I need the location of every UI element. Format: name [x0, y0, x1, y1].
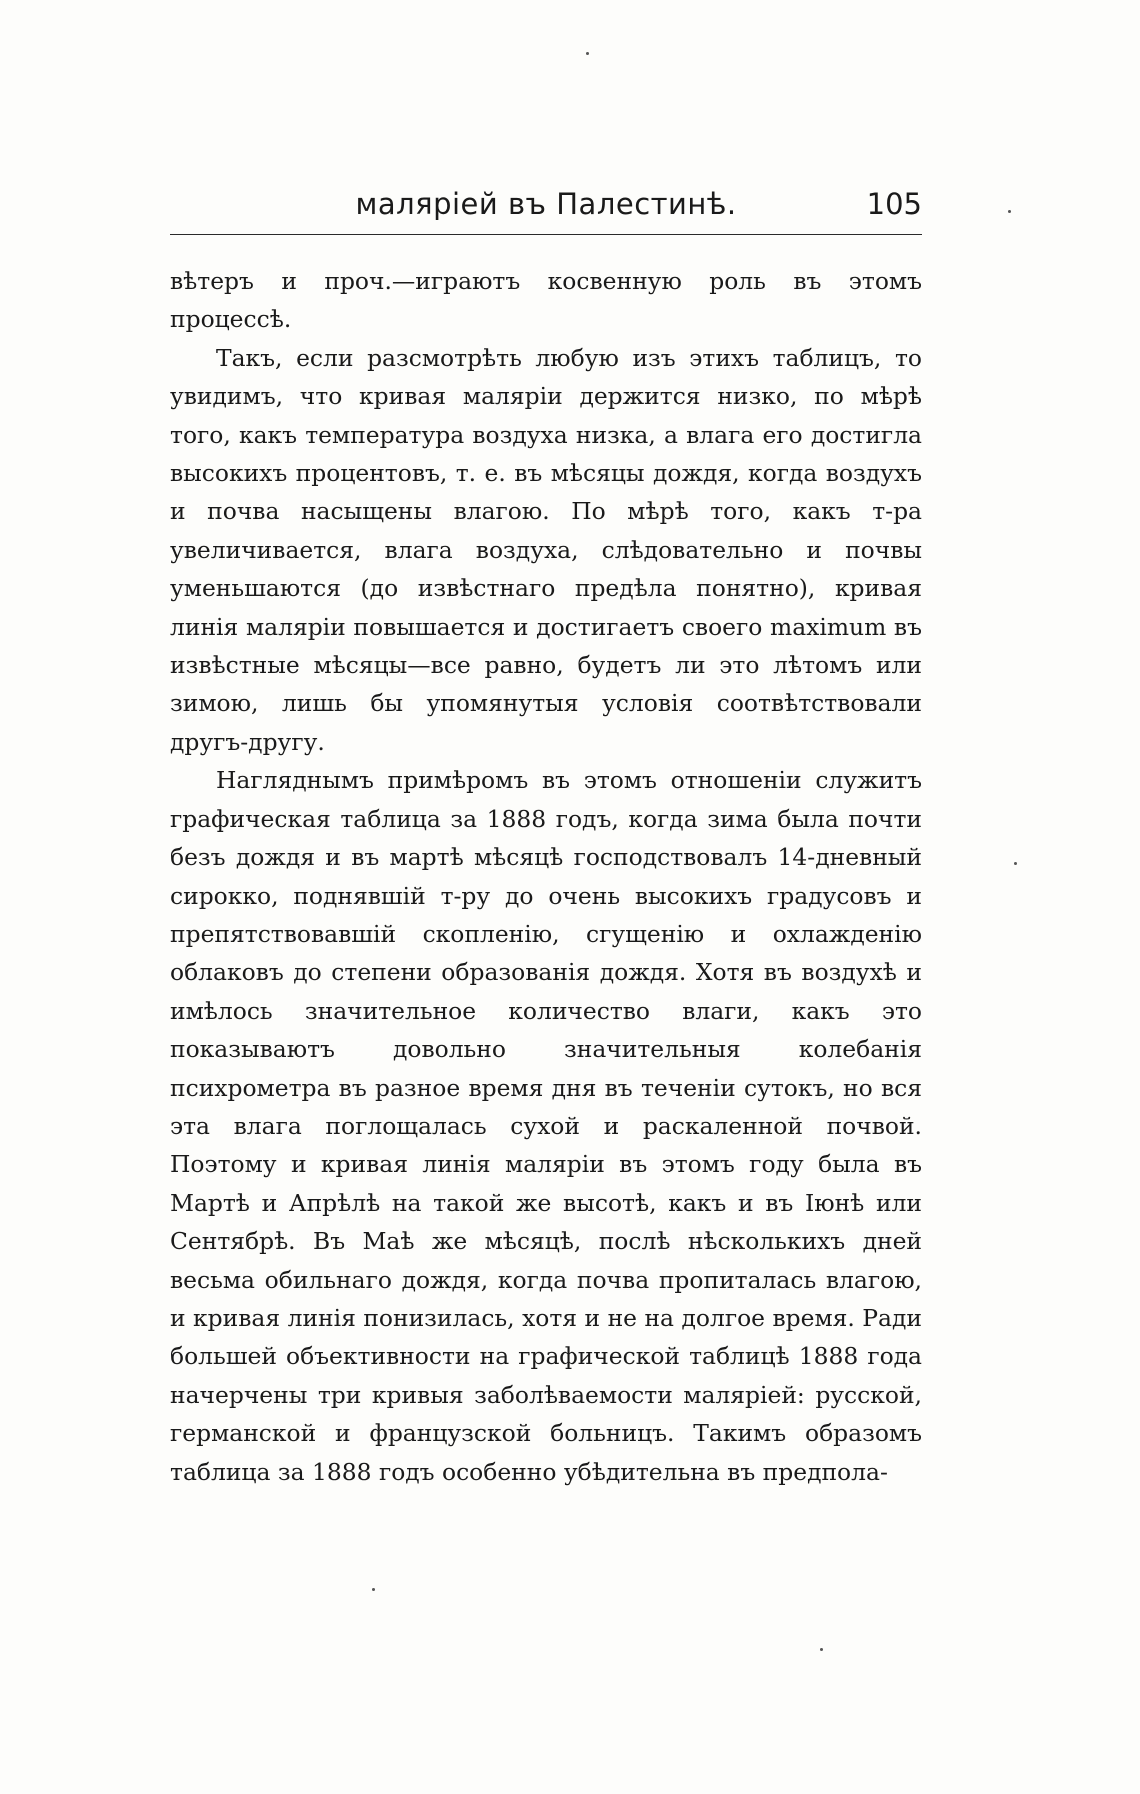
paragraph-continuation: вѣтеръ и проч.—играютъ косвенную роль въ этомъ процессѣ.: [170, 267, 922, 334]
body-text: [170, 262, 922, 1491]
header-rule: [170, 234, 922, 235]
running-title: малярiей въ Палестинѣ.: [355, 187, 737, 221]
running-head: [170, 186, 922, 230]
scan-speck: [820, 1648, 823, 1651]
scan-speck: [1014, 862, 1017, 865]
paragraph: Нагляднымъ примѣромъ въ этомъ отношенiи служитъ графическая таблица за 1888 годъ, когда зима была почти безъ дождя и въ мартѣ мѣсяцѣ господствовалъ 14-дневный сирокко, поднявшiй т-ру до очень высокихъ градусовъ и препятствовавшiй скопленiю, сгущенiю и охлажденiю облаковъ до степени образованiя дождя. Хотя въ воздухѣ и имѣлось значительное количество влаги, какъ это показываютъ довольно значительныя колебанiя психрометра въ разное время дня въ теченiи сутокъ, но вся эта влага поглощалась сухой и раскаленной почвой. Поэтому и кривая линiя малярiи въ этомъ году была въ Мартѣ и Апрѣлѣ на такой же высотѣ, какъ и въ Iюнѣ или Сентябрѣ. Въ Маѣ же мѣсяцѣ, послѣ нѣсколькихъ дней весьма обильнаго дождя, когда почва пропиталась влагою, и кривая линiя понизилась, хотя и не на долгое время. Ради большей объективности на графической таблицѣ 1888 года начерчены три кривыя заболѣваемости малярiей: русской, германской и французской больницъ. Такимъ образомъ таблица за 1888 годъ особенно убѣдительна въ предпола-: [170, 766, 922, 1486]
page-number: 105: [866, 187, 922, 221]
scan-speck: [372, 1588, 375, 1591]
paragraph: Такъ, если разсмотрѣть любую изъ этихъ таблицъ, то увидимъ, что кривая малярiи держится низко, по мѣрѣ того, какъ температура воздуха низка, а влага его достигла высокихъ процентовъ, т. е. въ мѣсяцы дождя, когда воздухъ и почва насыщены влагою. По мѣрѣ того, какъ т-ра увеличивается, влага воздуха, слѣдовательно и почвы уменьшаются (до извѣстнаго предѣла понятно), кривая линiя малярiи повышается и достигаетъ своего maximum въ извѣстные мѣсяцы—все равно, будетъ ли это лѣтомъ или зимою, лишь бы упомянутыя условiя соотвѣтствовали другъ-другу.: [170, 343, 922, 756]
scan-speck: [586, 52, 589, 55]
scan-speck: [1008, 210, 1011, 213]
